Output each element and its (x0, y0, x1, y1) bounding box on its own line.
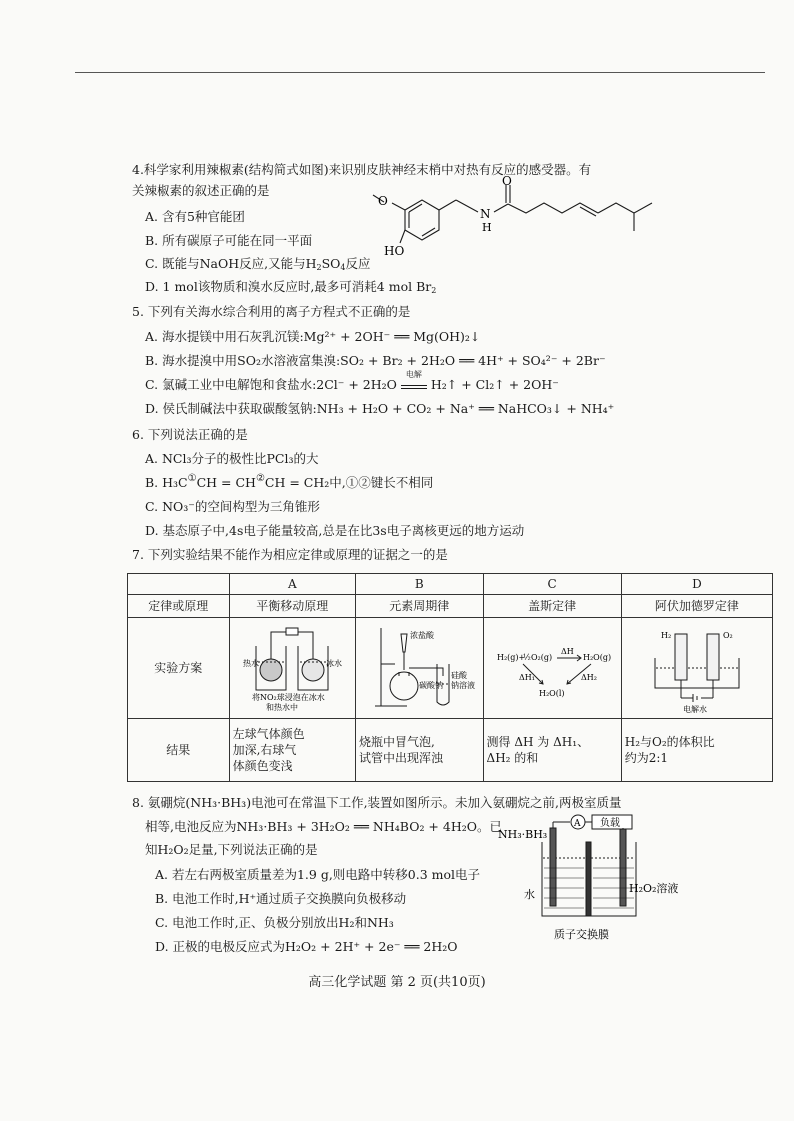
q4-option-b: B. 所有碳原子可能在同一平面 (145, 233, 313, 248)
q4-option-d-text: D. 1 mol该物质和溴水反应时,最多可消耗4 mol Br (145, 279, 432, 294)
q5-stem: 5. 下列有关海水综合利用的离子方程式不正确的是 (132, 304, 411, 319)
q6-option-b-mid1: CH = CH (196, 475, 256, 490)
q4-option-a: A. 含有5种官能团 (145, 209, 245, 224)
plan-a-cell (229, 618, 355, 719)
label-conc-hcl: 浓盐酸 (410, 631, 435, 640)
q6-option-b-post: ①②键长不相同 (345, 475, 434, 490)
q8-option-d: D. 正极的电极反应式为H₂O₂ + 2H⁺ + 2e⁻ ══ 2H₂O (155, 939, 458, 954)
table-header-row (128, 574, 773, 595)
q4-stem-line1: 4.科学家利用辣椒素(结构简式如图)来识别皮肤神经末梢中对热有反应的感受器。有 (132, 162, 592, 177)
q8-option-c: C. 电池工作时,正、负极分别放出H₂和NH₃ (155, 915, 394, 930)
label-h2: H₂(g)+ (497, 653, 526, 662)
q5-option-d: D. 侯氏制碱法中获取碳酸氢钠:NH₃ + H₂O + CO₂ + Na⁺ ══ NaHCO₃↓ + NH₄⁺ (145, 401, 615, 416)
q8-option-a: A. 若左右两极室质量差为1.9 g,则电路中转移0.3 mol电子 (155, 867, 481, 882)
q6-stem: 6. 下列说法正确的是 (132, 427, 248, 442)
law-c: 盖斯定律 (483, 595, 621, 618)
table-row-law (128, 595, 773, 618)
law-b: 元素周期律 (355, 595, 483, 618)
caption-a-line2: 和热水中 (266, 703, 299, 712)
q5-option-a: A. 海水提镁中用石灰乳沉镁:Mg²⁺ + 2OH⁻ ══ Mg(OH)₂↓ (145, 329, 481, 344)
ammonia-borane-cell-diagram (496, 818, 686, 946)
label-hot-water: 热水 (243, 659, 260, 668)
q5-electrolysis-condition: 电解 (405, 370, 422, 379)
q8-stem-line1: 8. 氨硼烷(NH₃·BH₃)电池可在常温下工作,装置如图所示。未加入氨硼烷之前,两极室质量 (132, 795, 622, 810)
structure-label-o1: O (378, 194, 388, 208)
capsaicin-structure (370, 175, 670, 275)
label-d-o2: O₂ (722, 631, 733, 640)
label-ice-water: 冰水 (326, 659, 343, 668)
q7-stem: 7. 下列实验结果不能作为相应定律或原理的证据之一的是 (132, 547, 448, 562)
q5-option-c (145, 370, 559, 393)
label-load: 负载 (600, 818, 620, 829)
q5-option-c-pre: C. 氯碱工业中电解饱和食盐水:2Cl⁻ + 2H₂O (145, 377, 401, 392)
q8-option-b: B. 电池工作时,H⁺通过质子交换膜向负极移动 (155, 891, 407, 906)
result-a (229, 719, 355, 782)
result-b-line2: 试管中出现浑浊 (358, 751, 443, 765)
label-half: ½ (523, 653, 531, 662)
header-rule (75, 72, 765, 73)
structure-label-h: H (482, 221, 492, 234)
hess-cycle-diagram (495, 618, 612, 714)
col-header-a: A (229, 574, 355, 595)
q6-option-b-mid2: CH = CH₂中, (264, 475, 346, 490)
q6-bond-mark-2: ② (255, 473, 265, 484)
plan-b-cell (355, 618, 483, 719)
table-row-result (128, 719, 773, 782)
label-h2o2-solution: H₂O₂溶液 (629, 882, 679, 895)
q6-option-a: A. NCl₃分子的极性比PCl₃的大 (145, 451, 319, 466)
q5-option-b: B. 海水提溴中用SO₂水溶液富集溴:SO₂ + Br₂ + 2H₂O ══ 4H⁺ + SO₄²⁻ + 2Br⁻ (145, 353, 606, 368)
label-proton-membrane: 质子交换膜 (554, 928, 609, 941)
result-d-line2: 约为2:1 (624, 751, 669, 765)
row-label-law: 定律或原理 (128, 595, 230, 618)
label-h2o-g: H₂O(g) (583, 653, 612, 662)
result-d-line1: H₂与O₂的体积比 (624, 734, 715, 749)
q4-option-c-mid: SO (321, 256, 341, 271)
ammeter-symbol: A (574, 819, 581, 829)
q5-option-c-post: H₂↑ + Cl₂↑ + 2OH⁻ (426, 377, 559, 392)
structure-label-o2: O (502, 174, 512, 188)
result-a-line3: 体颜色变浅 (232, 759, 293, 774)
result-b (355, 719, 483, 782)
result-a-line1: 左球气体颜色 (232, 726, 305, 741)
label-na2sio3-1: 硅酸 (451, 671, 468, 680)
plan-d-cell (621, 618, 772, 719)
law-a: 平衡移动原理 (229, 595, 355, 618)
col-header-c: C (483, 574, 621, 595)
label-nh3bh3: NH₃·BH₃ (498, 828, 548, 841)
electrolysis-diagram (635, 618, 759, 714)
q4-option-c-post: 反应 (345, 256, 371, 271)
label-water: 水 (524, 888, 535, 901)
label-dh1: ΔH₁ (519, 673, 536, 682)
structure-label-ho: HO (384, 244, 405, 258)
result-a-line2: 加深,右球气 (232, 742, 297, 757)
row-label-result: 结果 (128, 719, 230, 782)
q6-option-b (145, 475, 433, 492)
q6-option-d: D. 基态原子中,4s电子能量较高,总是在比3s电子离核更远的地方运动 (145, 523, 525, 538)
q6-bond-mark-1: ① (187, 473, 197, 484)
caption-a-line1: 将NO₂球浸泡在冰水 (252, 693, 326, 702)
q4-option-c: C. 既能与NaOH反应,又能与$H_2SO_4$反应 (145, 256, 371, 272)
label-dh: ΔH (561, 647, 574, 656)
q6-option-c: C. NO₃⁻的空间构型为三角锥形 (145, 499, 320, 514)
label-o2: O₂(g) (531, 653, 553, 662)
result-c-line2: ΔH₂ 的和 (486, 751, 539, 765)
plan-c-cell (483, 618, 621, 719)
result-b-line1: 烧瓶中冒气泡, (358, 734, 435, 749)
q8-stem-line3: 知H₂O₂足量,下列说法正确的是 (145, 842, 318, 857)
table-corner-cell (128, 574, 230, 595)
q7-experiment-table (127, 573, 773, 782)
result-d (621, 719, 772, 782)
label-na2sio3-2: 钠溶液 (451, 681, 476, 690)
page-footer: 高三化学试题 第 2 页(共10页) (308, 975, 486, 990)
q4-option-d: D. 1 mol该物质和溴水反应时,最多可消耗4 mol $Br_2$ (145, 279, 437, 295)
table-row-plan (128, 618, 773, 719)
no2-balls-diagram (242, 618, 342, 714)
label-h2o-l: H₂O(l) (539, 689, 565, 698)
acid-strength-diagram (367, 618, 476, 714)
col-header-d: D (621, 574, 772, 595)
label-dh2: ΔH₂ (581, 673, 598, 682)
label-d-h2: H₂ (660, 631, 672, 640)
q4-option-c-pre: C. 既能与NaOH反应,又能与H (145, 256, 317, 271)
col-header-b: B (355, 574, 483, 595)
label-na2co3: 碳酸钠 (419, 681, 444, 690)
result-c-line1: 测得 ΔH 为 ΔH₁、 (486, 734, 590, 749)
result-c (483, 719, 621, 782)
q8-stem-line2: 相等,电池反应为NH₃·BH₃ + 3H₂O₂ ══ NH₄BO₂ + 4H₂O。已 (145, 819, 502, 834)
q6-option-b-pre: B. H₃C (145, 475, 188, 490)
structure-label-n: N (480, 207, 491, 221)
law-d: 阿伏加德罗定律 (621, 595, 772, 618)
caption-electrolysis: 电解水 (682, 705, 707, 714)
q4-stem-line2: 关辣椒素的叙述正确的是 (132, 183, 270, 198)
row-label-plan: 实验方案 (128, 618, 230, 719)
